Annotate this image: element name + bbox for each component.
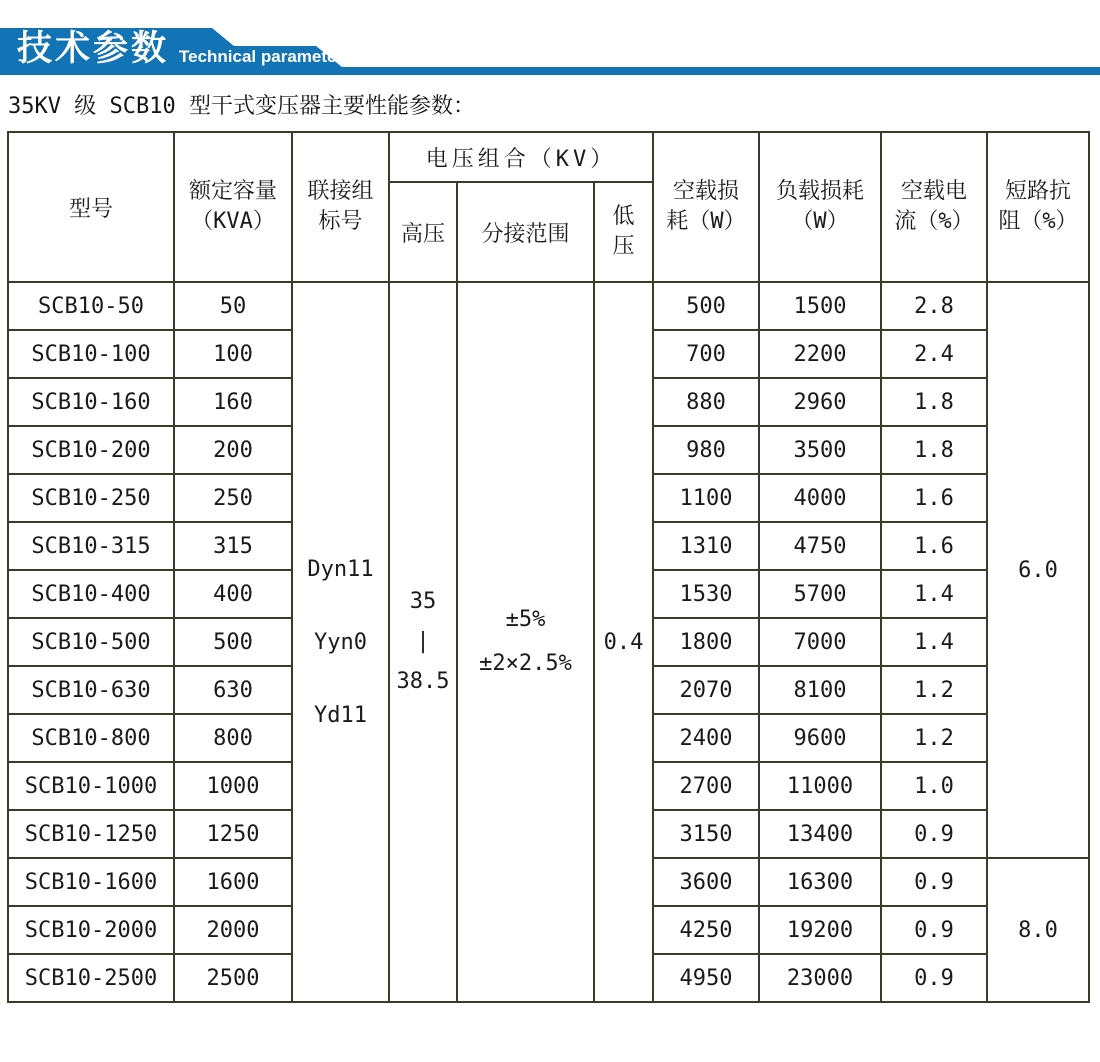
cell-model: SCB10-2500 <box>8 954 174 1002</box>
cell-load-loss: 2200 <box>759 330 881 378</box>
cell-model: SCB10-800 <box>8 714 174 762</box>
cell-no-load-loss: 500 <box>653 282 759 330</box>
cell-rated-capacity: 400 <box>174 570 292 618</box>
cell-no-load-loss: 1100 <box>653 474 759 522</box>
cell-model: SCB10-50 <box>8 282 174 330</box>
cell-no-load-current: 1.8 <box>881 378 987 426</box>
cell-no-load-current: 0.9 <box>881 906 987 954</box>
cell-model: SCB10-400 <box>8 570 174 618</box>
cell-load-loss: 1500 <box>759 282 881 330</box>
cell-no-load-loss: 1310 <box>653 522 759 570</box>
cell-model: SCB10-250 <box>8 474 174 522</box>
banner-title-cn: 技术参数 <box>17 29 170 69</box>
cell-no-load-current: 2.4 <box>881 330 987 378</box>
cell-rated-capacity: 250 <box>174 474 292 522</box>
cell-no-load-loss: 2700 <box>653 762 759 810</box>
cell-rated-capacity: 1600 <box>174 858 292 906</box>
cell-no-load-loss: 1800 <box>653 618 759 666</box>
cell-load-loss: 4750 <box>759 522 881 570</box>
cell-no-load-current: 1.4 <box>881 570 987 618</box>
cell-model: SCB10-100 <box>8 330 174 378</box>
cell-impedance: 8.0 <box>987 858 1089 1002</box>
cell-load-loss: 19200 <box>759 906 881 954</box>
cell-no-load-loss: 2070 <box>653 666 759 714</box>
cell-no-load-loss: 2400 <box>653 714 759 762</box>
cell-model: SCB10-1600 <box>8 858 174 906</box>
cell-model: SCB10-160 <box>8 378 174 426</box>
cell-no-load-current: 0.9 <box>881 954 987 1002</box>
cell-tap-range: ±5% ±2×2.5% <box>457 282 594 1002</box>
cell-impedance: 6.0 <box>987 282 1089 858</box>
cell-rated-capacity: 200 <box>174 426 292 474</box>
cell-rated-capacity: 100 <box>174 330 292 378</box>
header-model: 型号 <box>8 132 174 282</box>
cell-no-load-loss: 880 <box>653 378 759 426</box>
cell-no-load-loss: 4250 <box>653 906 759 954</box>
cell-no-load-current: 1.4 <box>881 618 987 666</box>
section-banner <box>0 0 1100 82</box>
cell-model: SCB10-2000 <box>8 906 174 954</box>
cell-load-loss: 11000 <box>759 762 881 810</box>
cell-no-load-current: 2.8 <box>881 282 987 330</box>
cell-no-load-loss: 700 <box>653 330 759 378</box>
cell-no-load-loss: 4950 <box>653 954 759 1002</box>
cell-model: SCB10-1250 <box>8 810 174 858</box>
cell-load-loss: 8100 <box>759 666 881 714</box>
cell-no-load-loss: 980 <box>653 426 759 474</box>
cell-load-loss: 23000 <box>759 954 881 1002</box>
cell-rated-capacity: 630 <box>174 666 292 714</box>
cell-rated-capacity: 800 <box>174 714 292 762</box>
table-header <box>8 132 1089 282</box>
cell-rated-capacity: 2000 <box>174 906 292 954</box>
cell-high-voltage: 35 | 38.5 <box>389 282 457 1002</box>
cell-model: SCB10-1000 <box>8 762 174 810</box>
header-no-load-loss: 空载损 耗（W） <box>653 132 759 282</box>
header-voltage-combo: 电压组合（KV） <box>389 132 653 182</box>
cell-no-load-current: 1.2 <box>881 666 987 714</box>
table-body <box>8 282 1089 1002</box>
cell-rated-capacity: 1250 <box>174 810 292 858</box>
header-impedance: 短路抗 阻（%） <box>987 132 1089 282</box>
header-no-load-current: 空载电 流（%） <box>881 132 987 282</box>
banner-title-en: Technical parameter <box>179 47 344 66</box>
cell-no-load-current: 1.6 <box>881 474 987 522</box>
cell-load-loss: 16300 <box>759 858 881 906</box>
cell-no-load-loss: 1530 <box>653 570 759 618</box>
cell-rated-capacity: 2500 <box>174 954 292 1002</box>
cell-load-loss: 2960 <box>759 378 881 426</box>
cell-model: SCB10-200 <box>8 426 174 474</box>
cell-rated-capacity: 315 <box>174 522 292 570</box>
cell-rated-capacity: 1000 <box>174 762 292 810</box>
cell-rated-capacity: 500 <box>174 618 292 666</box>
cell-load-loss: 4000 <box>759 474 881 522</box>
cell-no-load-current: 0.9 <box>881 858 987 906</box>
cell-load-loss: 13400 <box>759 810 881 858</box>
spec-table <box>7 131 1090 1003</box>
header-connection-group: 联接组 标号 <box>292 132 389 282</box>
cell-model: SCB10-500 <box>8 618 174 666</box>
table-row <box>8 282 1089 330</box>
cell-no-load-loss: 3600 <box>653 858 759 906</box>
cell-no-load-current: 1.0 <box>881 762 987 810</box>
cell-no-load-loss: 3150 <box>653 810 759 858</box>
cell-no-load-current: 0.9 <box>881 810 987 858</box>
cell-low-voltage: 0.4 <box>594 282 653 1002</box>
cell-rated-capacity: 50 <box>174 282 292 330</box>
cell-model: SCB10-315 <box>8 522 174 570</box>
cell-load-loss: 3500 <box>759 426 881 474</box>
cell-rated-capacity: 160 <box>174 378 292 426</box>
header-row-1 <box>8 132 1089 182</box>
header-hv: 高压 <box>389 182 457 282</box>
cell-load-loss: 9600 <box>759 714 881 762</box>
cell-no-load-current: 1.6 <box>881 522 987 570</box>
table-caption: 35KV 级 SCB10 型干式变压器主要性能参数： <box>8 94 475 119</box>
header-capacity: 额定容量 （KVA） <box>174 132 292 282</box>
header-load-loss: 负载损耗 （W） <box>759 132 881 282</box>
cell-load-loss: 7000 <box>759 618 881 666</box>
cell-no-load-current: 1.8 <box>881 426 987 474</box>
header-lv: 低 压 <box>594 182 653 282</box>
cell-load-loss: 5700 <box>759 570 881 618</box>
cell-model: SCB10-630 <box>8 666 174 714</box>
cell-no-load-current: 1.2 <box>881 714 987 762</box>
header-tap-range: 分接范围 <box>457 182 594 282</box>
cell-connection-group: Dyn11 Yyn0 Yd11 <box>292 282 389 1002</box>
